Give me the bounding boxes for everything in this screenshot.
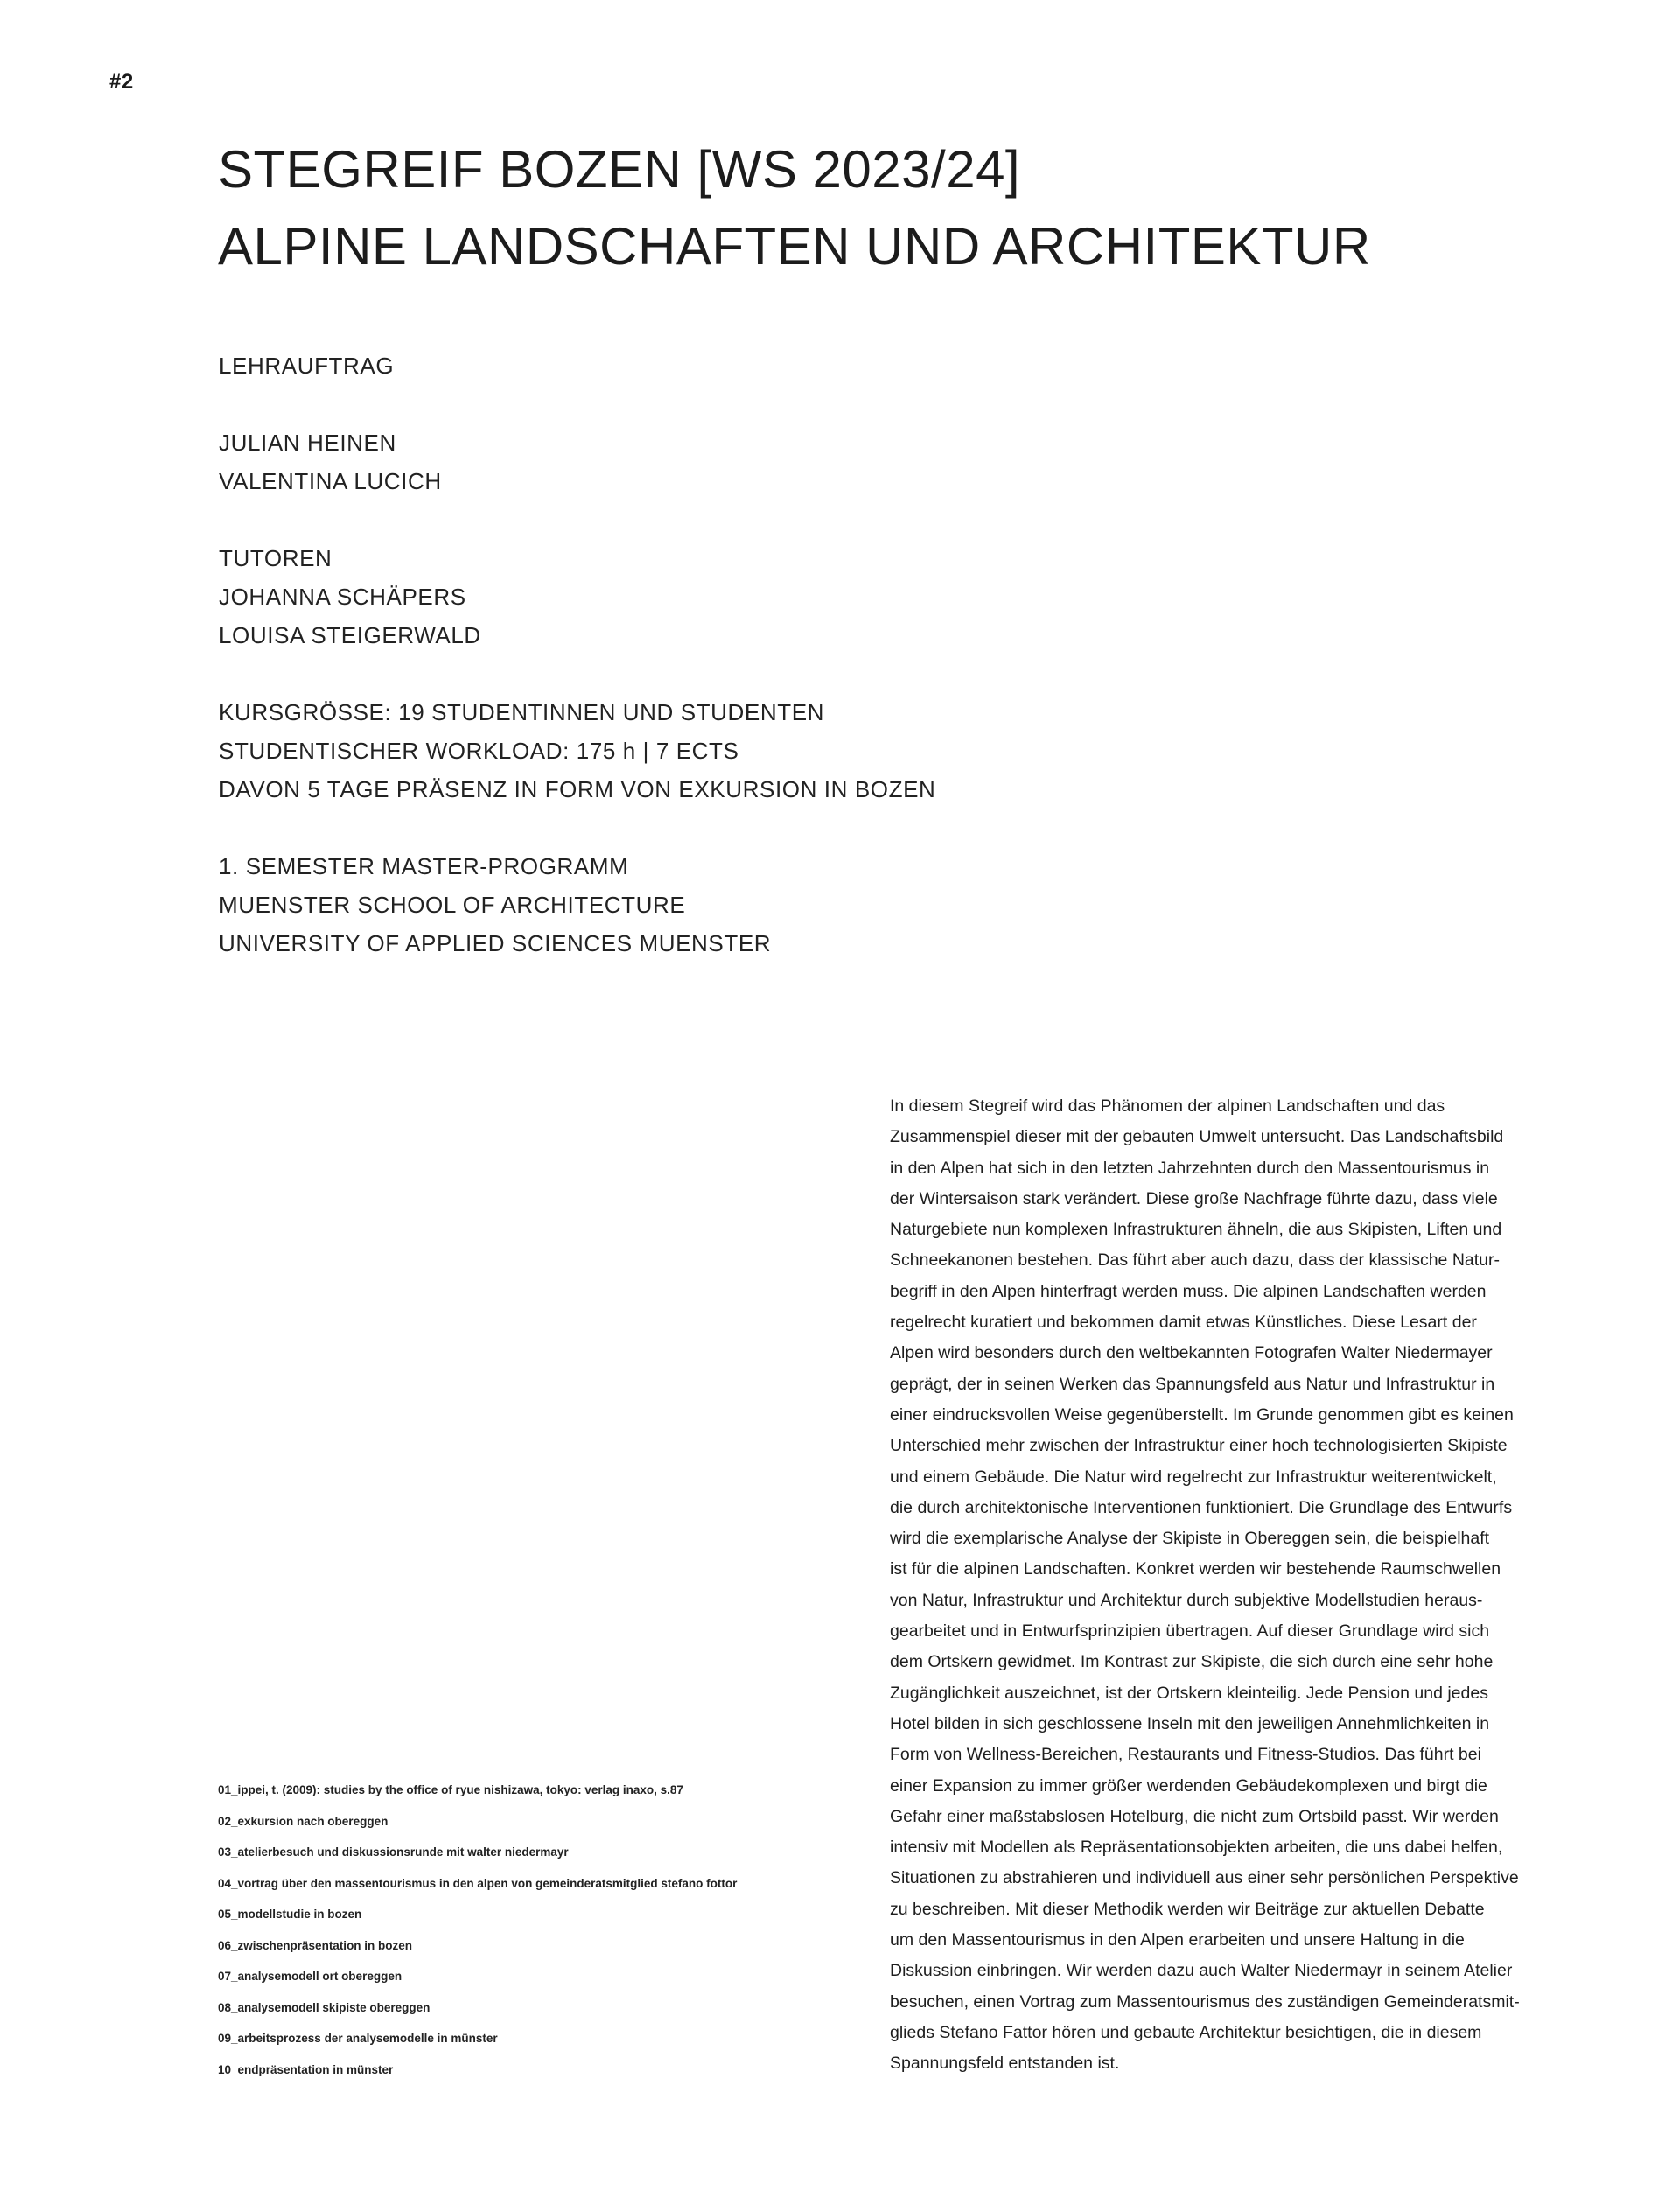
body-line: Unterschied mehr zwischen der Infrastruktur einer hoch technologisierten Skipiste <box>890 1436 1508 1456</box>
caption-item: 05_modellstudie in bozen <box>218 1908 362 1921</box>
body-line: dem Ortskern gewidmet. Im Kontrast zur Skipiste, die sich durch eine sehr hohe <box>890 1652 1494 1672</box>
body-line: Gefahr einer maßstabslosen Hotelburg, die nicht zum Ortsbild passt. Wir werden <box>890 1806 1499 1826</box>
body-line: zu beschreiben. Mit dieser Methodik werden wir Beiträge zur aktuellen Debatte <box>890 1899 1485 1919</box>
body-line: Schneekanonen bestehen. Das führt aber auch dazu, dass der klassische Natur- <box>890 1250 1501 1270</box>
body-line: regelrecht kuratiert und bekommen damit etwas Künstliches. Diese Lesart der <box>890 1312 1477 1333</box>
page-number: #2 <box>109 70 134 94</box>
caption-item: 07_analysemodell ort obereggen <box>218 1970 402 1983</box>
body-line: wird die exemplarische Analyse der Skipiste in Obereggen sein, die beispielhaft <box>890 1529 1490 1549</box>
body-line: von Natur, Infrastruktur und Architektur durch subjektive Modellstudien heraus- <box>890 1590 1483 1610</box>
body-line: der Wintersaison stark verändert. Diese große Nachfrage führte dazu, dass viele <box>890 1188 1498 1208</box>
body-line: gearbeitet und in Entwurfsprinzipien übertragen. Auf dieser Grundlage wird sich <box>890 1621 1490 1642</box>
info-line: LOUISA STEIGERWALD <box>219 622 481 648</box>
body-line: um den Massentourismus in den Alpen erarbeiten und unsere Haltung in die <box>890 1930 1465 1950</box>
body-line: In diesem Stegreif wird das Phänomen der alpinen Landschaften und das <box>890 1096 1446 1116</box>
info-line: DAVON 5 TAGE PRÄSENZ IN FORM VON EXKURSION IN BOZEN <box>219 776 936 802</box>
info-group-course-size <box>219 693 935 808</box>
info-line: JULIAN HEINEN <box>219 430 396 456</box>
body-line: intensiv mit Modellen als Repräsentationsobjekten arbeiten, die uns dabei helfen, <box>890 1838 1503 1858</box>
page-title <box>218 131 1371 285</box>
body-line: Form von Wellness-Bereichen, Restaurants und Fitness-Studios. Das führt bei <box>890 1745 1481 1765</box>
body-line: Alpen wird besonders durch den weltbekannten Fotografen Walter Niedermayer <box>890 1343 1493 1363</box>
body-line: Zugänglichkeit auszeichnet, ist der Ortskern kleinteilig. Jede Pension und jedes <box>890 1683 1488 1703</box>
body-line: in den Alpen hat sich in den letzten Jahrzehnten durch den Massentourismus in <box>890 1158 1490 1178</box>
info-line: KURSGRÖSSE: 19 STUDENTINNEN UND STUDENTEN <box>219 699 825 725</box>
title-line-1: STEGREIF BOZEN [WS 2023/24] <box>218 140 1021 199</box>
info-group-lehrauftrag <box>219 346 935 385</box>
body-line: ist für die alpinen Landschaften. Konkret werden wir bestehende Raumschwellen <box>890 1559 1502 1579</box>
info-line: LEHRAUFTRAG <box>219 353 395 379</box>
info-line: STUDENTISCHER WORKLOAD: 175 h | 7 ECTS <box>219 738 739 764</box>
body-line: Spannungsfeld entstanden ist. <box>890 2054 1120 2074</box>
body-line: Diskussion einbringen. Wir werden dazu auch Walter Niedermayr in seinem Atelier <box>890 1961 1513 1981</box>
info-group-lecturers <box>219 424 935 500</box>
body-line: und einem Gebäude. Die Natur wird regelrecht zur Infrastruktur weiterentwickelt, <box>890 1466 1497 1487</box>
body-line: Situationen zu abstrahieren und individuell aus einer sehr persönlichen Perspektive <box>890 1868 1519 1888</box>
caption-item: 02_exkursion nach obereggen <box>218 1814 388 1828</box>
caption-item: 03_atelierbesuch und diskussionsrunde mit walter niedermayr <box>218 1845 569 1858</box>
caption-item: 09_arbeitsprozess der analysemodelle in münster <box>218 2032 498 2045</box>
caption-item: 06_zwischenpräsentation in bozen <box>218 1938 413 1952</box>
info-group-tutors <box>219 539 935 654</box>
info-line: VALENTINA LUCICH <box>219 468 442 494</box>
info-line: 1. SEMESTER MASTER-PROGRAMM <box>219 853 629 879</box>
body-line: die durch architektonische Interventionen funktioniert. Die Grundlage des Entwurfs <box>890 1497 1513 1517</box>
caption-item: 04_vortrag über den massentourismus in den alpen von gemeinderatsmitglied stefano fottor <box>218 1876 738 1890</box>
body-line: einer eindrucksvollen Weise gegenüberstellt. Im Grunde genommen gibt es keinen <box>890 1404 1514 1424</box>
body-line: einer Expansion zu immer größer werdenden Gebäudekomplexen und birgt die <box>890 1775 1488 1796</box>
caption-item: 10_endpräsentation in münster <box>218 2062 394 2076</box>
body-line: glieds Stefano Fattor hören und gebaute Architektur besichtigen, die in diesem <box>890 2022 1482 2042</box>
body-line: begriff in den Alpen hinterfragt werden muss. Die alpinen Landschaften werden <box>890 1281 1487 1301</box>
body-line: besuchen, einen Vortrag zum Massentourismus des zuständigen Gemeinderatsmit- <box>890 1992 1520 2012</box>
description-paragraph <box>890 1091 1537 2080</box>
info-line: JOHANNA SCHÄPERS <box>219 584 466 610</box>
body-line: Zusammenspiel dieser mit der gebauten Umwelt untersucht. Das Landschaftsbild <box>890 1127 1504 1147</box>
info-line: UNIVERSITY OF APPLIED SCIENCES MUENSTER <box>219 930 772 956</box>
body-line: Naturgebiete nun komplexen Infrastrukturen ähneln, die aus Skipisten, Liften und <box>890 1220 1502 1240</box>
title-line-2: ALPINE LANDSCHAFTEN UND ARCHITEKTUR <box>218 217 1371 276</box>
body-line: geprägt, der in seinen Werken das Spannungsfeld aus Natur und Infrastruktur in <box>890 1374 1495 1394</box>
info-line: MUENSTER SCHOOL OF ARCHITECTURE <box>219 892 686 918</box>
info-line: TUTOREN <box>219 545 332 571</box>
course-info <box>219 346 935 1001</box>
body-line: Hotel bilden in sich geschlossene Inseln mit den jeweiligen Annehmlichkeiten in <box>890 1713 1490 1733</box>
caption-item: 08_analysemodell skipiste obereggen <box>218 2000 430 2014</box>
caption-item: 01_ippei, t. (2009): studies by the office of ryue nishizawa, tokyo: verlag inaxo, s.87 <box>218 1783 683 1796</box>
info-group-program <box>219 847 935 962</box>
image-captions <box>218 1774 737 2085</box>
